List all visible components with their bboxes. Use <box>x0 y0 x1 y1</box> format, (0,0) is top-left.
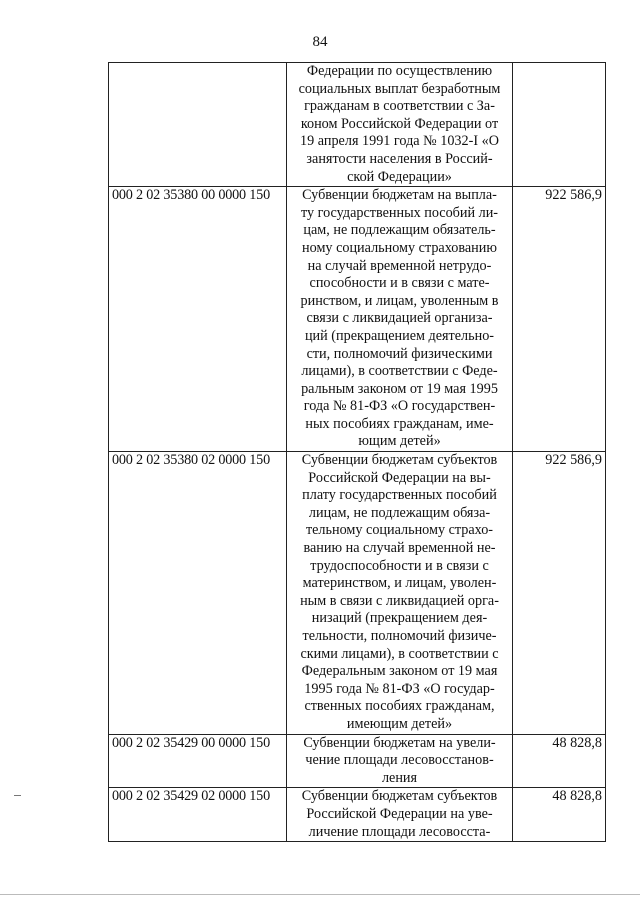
page-number: 84 <box>312 34 328 50</box>
item-name-cell <box>287 187 513 452</box>
item-name-line: Субвенции бюджетам на увели- <box>303 734 496 751</box>
item-name-line: на случай временной нетрудо- <box>307 257 492 274</box>
item-name-line: тельности, полномочий физиче- <box>302 628 497 644</box>
page-bottom-rule <box>0 894 640 895</box>
item-name-line: 19 апреля 1991 года № 1032-I «О <box>300 133 499 150</box>
item-name-line: Российской Федерации на уве- <box>306 805 493 822</box>
item-name-line: занятости населения в Россий- <box>306 150 493 167</box>
item-name-line: коном Российской Федерации от <box>300 115 499 132</box>
amount-cell: 922 586,9 <box>513 452 606 735</box>
item-name-line: ской Федерации» <box>347 168 452 185</box>
budget-code-cell: 000 2 02 35429 02 0000 150 <box>109 788 287 842</box>
budget-code-cell: 000 2 02 35380 00 0000 150 <box>109 187 287 452</box>
item-name-line: ственных пособиях гражданам, <box>304 698 495 715</box>
item-name-line: личение площади лесовосста- <box>308 823 491 840</box>
item-name-line: имеющим детей» <box>346 715 453 732</box>
item-name-line: ных пособиях гражданам, име- <box>305 415 494 432</box>
item-name-line: Субвенции бюджетам на выпла- <box>302 187 497 204</box>
item-name-line: Российской Федерации на вы- <box>308 469 491 486</box>
item-name-line: цам, не подлежащим обязатель- <box>303 222 496 239</box>
item-name-line: ным в связи с ликвидацией орга- <box>300 592 499 609</box>
table-row <box>109 63 606 187</box>
item-name-line: трудоспособности и в связи с <box>310 557 489 574</box>
item-name-line: ванию на случай временной не- <box>303 540 496 557</box>
item-name-cell <box>287 63 513 187</box>
item-name-line: связи с ликвидацией организа- <box>306 310 493 327</box>
table-row <box>109 788 606 842</box>
budget-table-body <box>109 63 606 842</box>
table-row <box>109 452 606 735</box>
item-name-line: ющим детей» <box>358 433 441 450</box>
item-name-line: ту государственных пособий ли- <box>300 204 499 221</box>
item-name-line: ральным законом от 19 мая 1995 <box>301 380 498 397</box>
item-name-line: низаций (прекращением дея- <box>311 610 488 627</box>
budget-code-cell: 000 2 02 35429 00 0000 150 <box>109 734 287 788</box>
item-name-line: плату государственных пособий <box>302 487 497 504</box>
budget-table <box>108 62 606 842</box>
item-name-line: социальных выплат безработным <box>298 80 501 97</box>
item-name-cell <box>287 452 513 735</box>
item-name-line: гражданам в соответствии с За- <box>304 98 495 115</box>
item-name-line: Субвенции бюджетам субъектов <box>301 452 498 469</box>
item-name-line: чение площади лесовосстанов- <box>305 752 494 769</box>
amount-cell: 48 828,8 <box>513 734 606 788</box>
item-name-line: материнством, и лицам, уволен- <box>302 575 497 592</box>
table-row <box>109 187 606 452</box>
item-name-line: лицам, не подлежащим обяза- <box>308 504 491 521</box>
item-name-line: ций (прекращением деятельно- <box>304 327 495 344</box>
item-name-line: Федеральным законом от 19 мая <box>301 663 498 680</box>
item-name-line: тельному социальному страхо- <box>305 522 494 539</box>
item-name-cell <box>287 788 513 842</box>
budget-code-cell <box>109 63 287 187</box>
margin-mark <box>14 795 21 796</box>
item-name-line: ному социальному страхованию <box>302 239 497 256</box>
item-name-line: сти, полномочий физическими <box>306 345 493 362</box>
item-name-line: ринством, и лицам, уволенным в <box>300 292 499 309</box>
budget-code-cell: 000 2 02 35380 02 0000 150 <box>109 452 287 735</box>
item-name-line: лицами), в соответствии с Феде- <box>301 363 498 380</box>
item-name-line: ления <box>381 769 418 786</box>
item-name-line: года № 81-ФЗ «О государствен- <box>303 398 496 415</box>
item-name-cell <box>287 734 513 788</box>
table-row <box>109 734 606 788</box>
amount-cell: 48 828,8 <box>513 788 606 842</box>
amount-cell <box>513 63 606 187</box>
item-name-line: 1995 года № 81-ФЗ «О государ- <box>304 680 495 697</box>
amount-cell: 922 586,9 <box>513 187 606 452</box>
item-name-line: способности и в связи с мате- <box>309 275 490 292</box>
item-name-line: Субвенции бюджетам субъектов <box>301 788 498 805</box>
item-name-line: скими лицами), в соответствии с <box>300 645 499 662</box>
item-name-line: Федерации по осуществлению <box>306 63 493 79</box>
